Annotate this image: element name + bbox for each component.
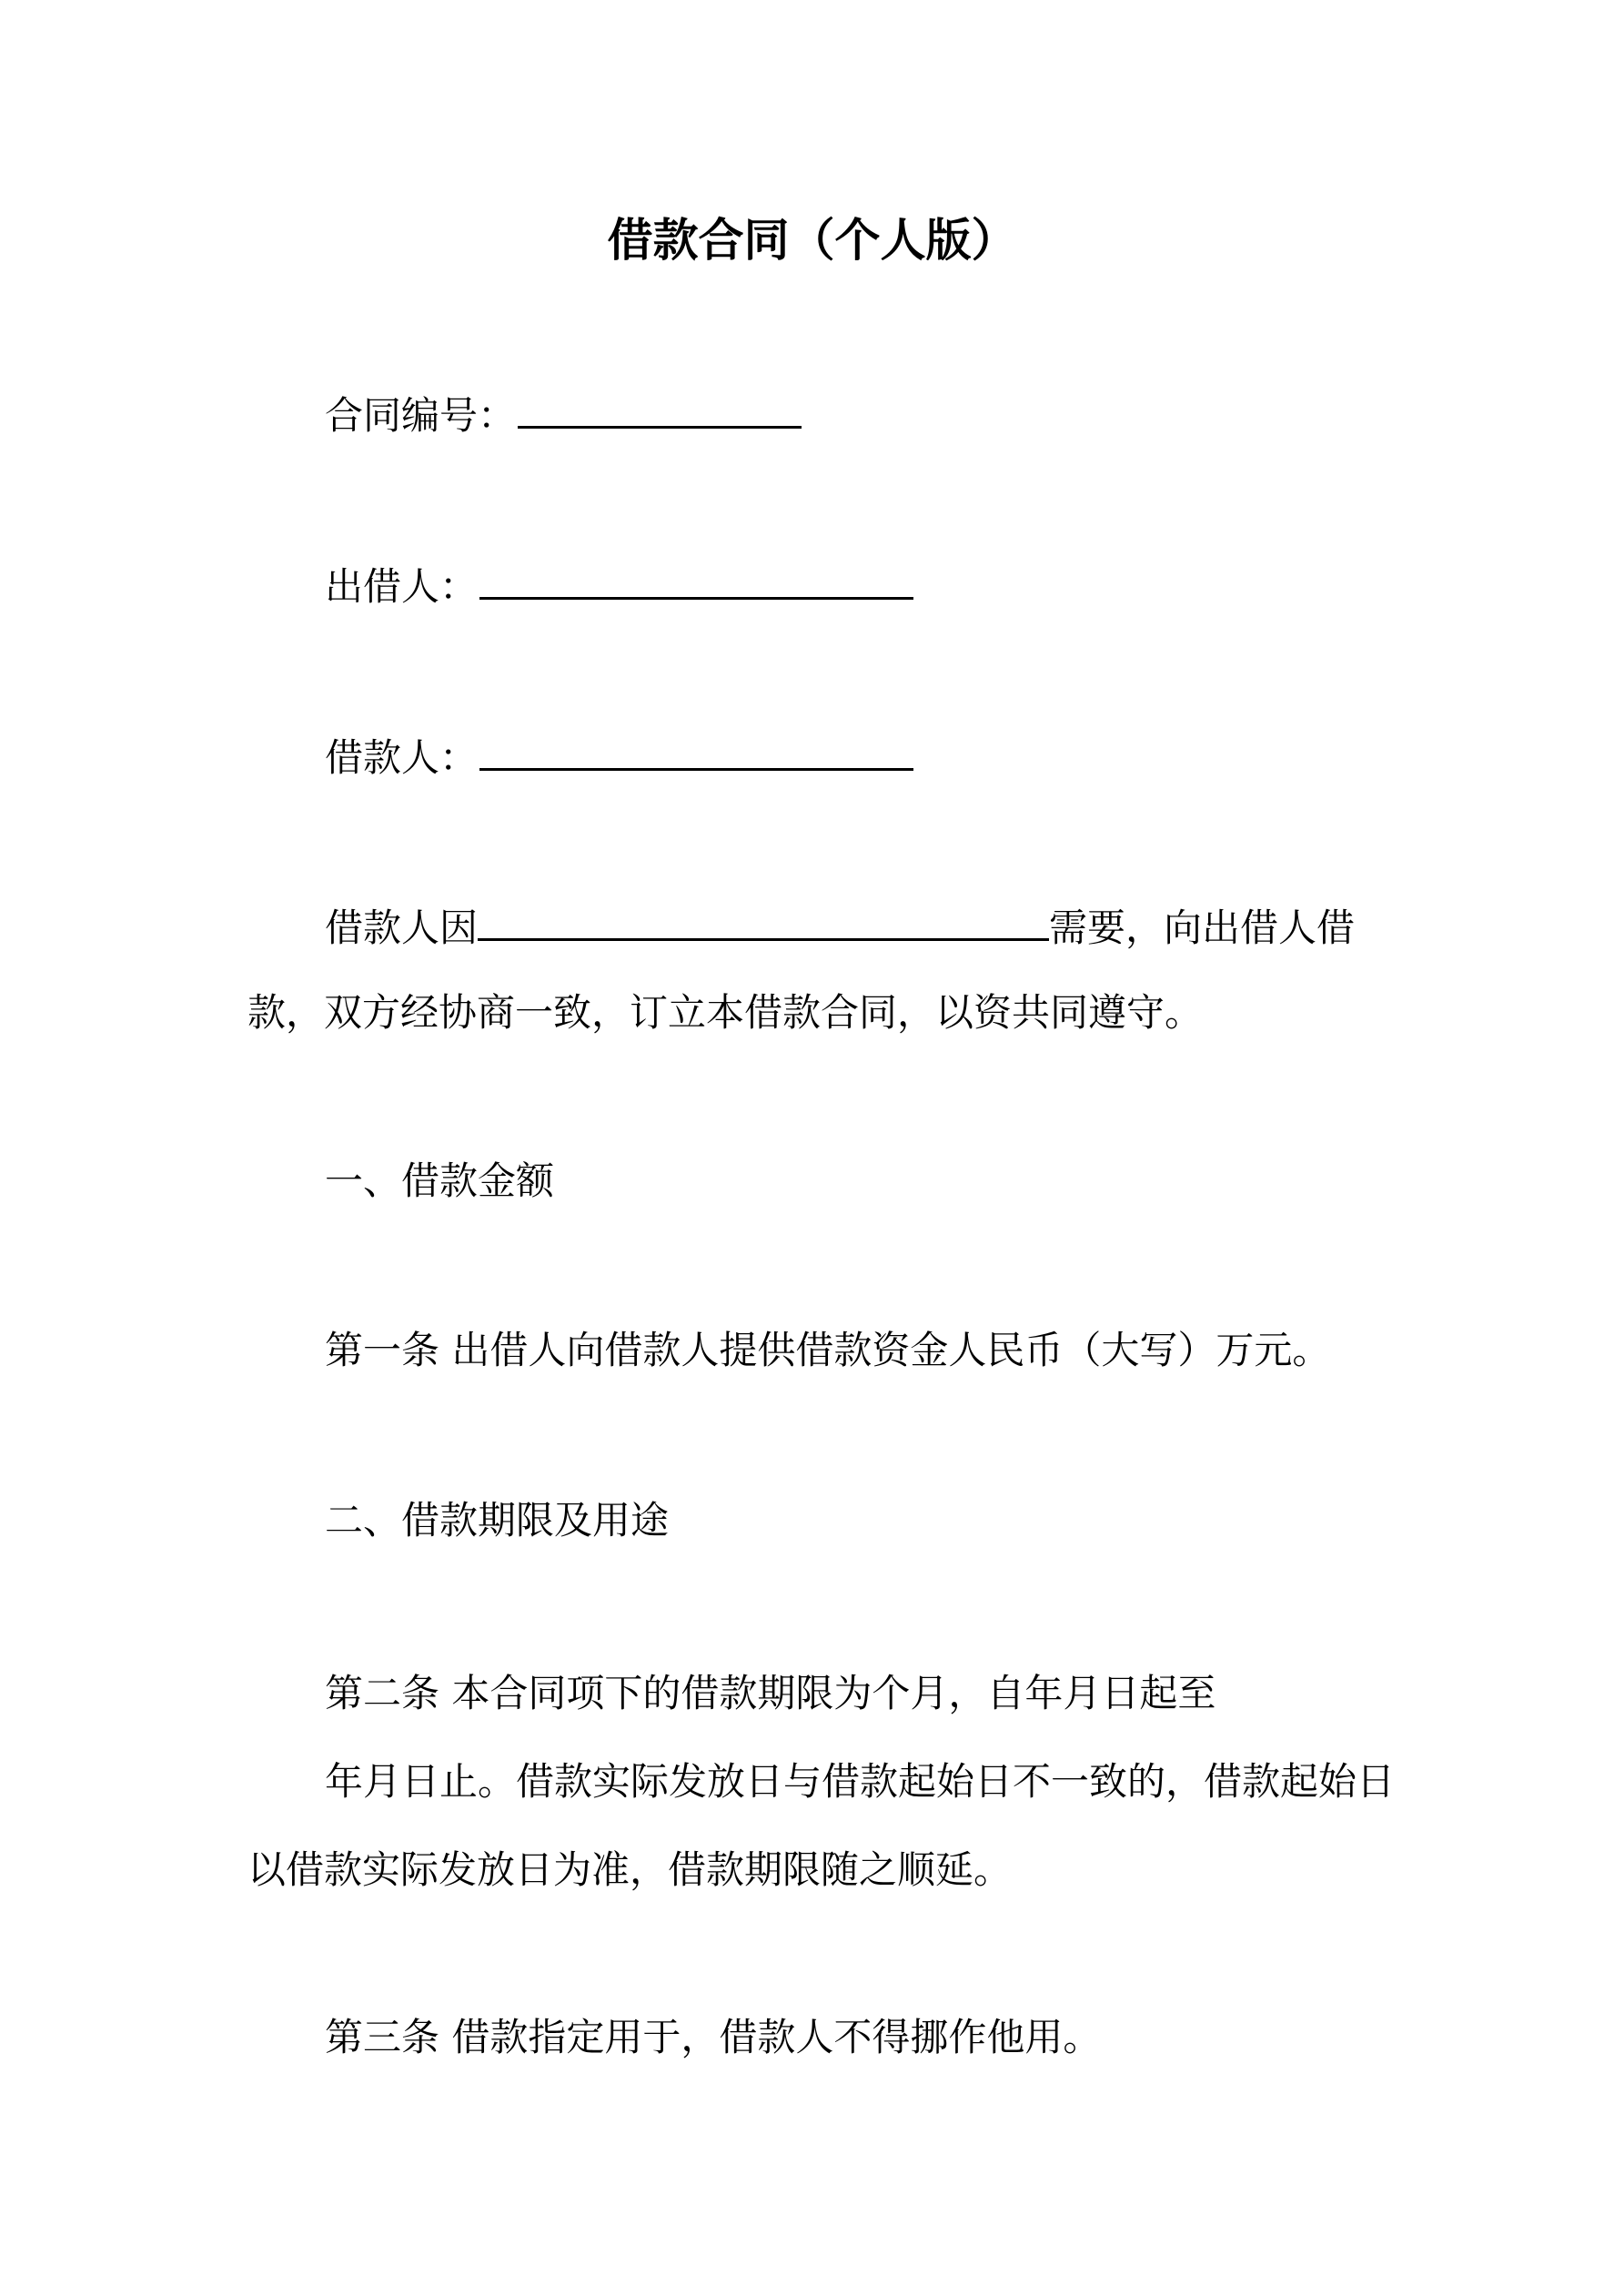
contract-number-row [325, 388, 802, 443]
intro-line-2: 款，双方经协商一致，订立本借款合同，以资共同遵守。 [247, 990, 1204, 1035]
contract-number-blank[interactable] [518, 388, 802, 429]
lender-row [325, 559, 913, 614]
intro-prefix: 借款人因 [325, 905, 479, 950]
purpose-blank[interactable] [478, 900, 1049, 941]
intro-suffix: 需要，向出借人借 [1049, 905, 1356, 950]
borrower-row [325, 730, 913, 785]
lender-label: 出借人： [325, 564, 479, 609]
section-heading: 二、借款期限及用途 [325, 1498, 670, 1542]
borrower-label: 借款人： [325, 735, 479, 780]
article-2-line-3: 以借款实际发放日为准，借款期限随之顺延。 [247, 1847, 1013, 1892]
intro-line-1 [325, 900, 1355, 956]
section-heading: 一、借款金额 [325, 1158, 555, 1203]
article-2-line-1: 第二条 本合同项下的借款期限为个月，自年月日起至 [325, 1671, 1216, 1715]
document-title: 借款合同（个人版） [607, 213, 1017, 267]
contract-number-label: 合同编号： [325, 393, 517, 438]
article-3: 第三条 借款指定用于，借款人不得挪作他用。 [325, 2015, 1102, 2059]
article-2-line-2: 年月日止。借款实际发放日与借款起始日不一致的，借款起始日 [325, 1759, 1396, 1804]
borrower-blank[interactable] [479, 730, 913, 771]
lender-blank[interactable] [479, 559, 913, 600]
article-1: 第一条 出借人向借款人提供借款资金人民币（大写）万元。 [325, 1328, 1331, 1372]
